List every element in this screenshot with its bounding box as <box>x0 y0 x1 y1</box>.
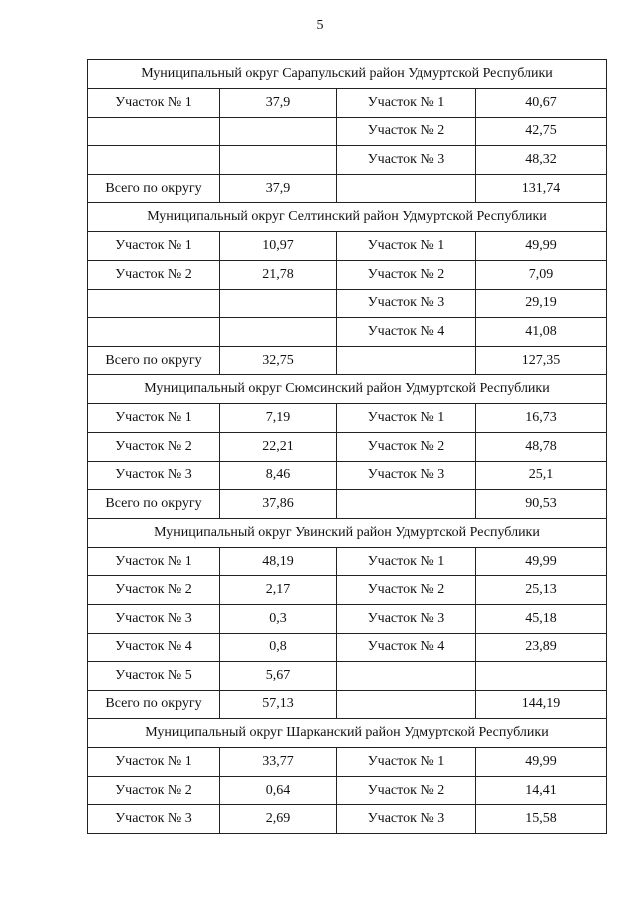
page-number: 5 <box>316 18 324 33</box>
settlement-plot-value: 29,19 <box>476 289 607 318</box>
settlement-plot-value: 25,13 <box>476 576 607 605</box>
settlement-plot-name: Участок № 2 <box>337 576 476 605</box>
table-row <box>88 232 607 261</box>
table-row <box>88 748 607 777</box>
settlement-plot-name: Участок № 3 <box>337 146 476 175</box>
table-row <box>88 633 607 662</box>
district-plot-value: 57,13 <box>220 690 337 719</box>
district-plot-name: Участок № 1 <box>88 547 220 576</box>
district-plot-name <box>88 318 220 347</box>
settlement-plot-value: 48,78 <box>476 432 607 461</box>
section-header-row <box>88 375 607 404</box>
section-header-row <box>88 60 607 89</box>
district-plot-value: 10,97 <box>220 232 337 261</box>
table-row <box>88 117 607 146</box>
total-label: Всего по округу <box>88 490 220 519</box>
table-row <box>88 318 607 347</box>
district-plot-value: 21,78 <box>220 260 337 289</box>
settlement-plot-value: 41,08 <box>476 318 607 347</box>
settlement-plot-name <box>337 662 476 691</box>
district-plot-name: Участок № 3 <box>88 805 220 834</box>
settlement-plot-name: Участок № 3 <box>337 805 476 834</box>
district-plot-value <box>220 146 337 175</box>
settlement-plot-name: Участок № 2 <box>337 432 476 461</box>
settlement-plot-name: Участок № 1 <box>337 748 476 777</box>
district-plot-name: Участок № 2 <box>88 432 220 461</box>
district-plot-value: 37,86 <box>220 490 337 519</box>
settlement-plot-value: 144,19 <box>476 690 607 719</box>
settlement-plot-name: Участок № 3 <box>337 289 476 318</box>
table-row <box>88 576 607 605</box>
district-plot-name: Участок № 2 <box>88 260 220 289</box>
district-plot-value: 37,9 <box>220 174 337 203</box>
district-plot-value: 5,67 <box>220 662 337 691</box>
settlement-plot-value: 90,53 <box>476 490 607 519</box>
total-row <box>88 346 607 375</box>
settlement-plot-name: Участок № 1 <box>337 89 476 118</box>
district-plot-value: 48,19 <box>220 547 337 576</box>
section-header-row <box>88 518 607 547</box>
section-title: Муниципальный округ Сюмсинский район Удмуртской Республики <box>88 375 607 404</box>
table-row <box>88 289 607 318</box>
settlement-plot-name <box>337 490 476 519</box>
settlement-plot-value: 42,75 <box>476 117 607 146</box>
district-plot-name: Участок № 3 <box>88 604 220 633</box>
table-row <box>88 404 607 433</box>
total-label: Всего по округу <box>88 174 220 203</box>
total-row <box>88 690 607 719</box>
settlement-plot-name: Участок № 2 <box>337 776 476 805</box>
district-plot-value: 32,75 <box>220 346 337 375</box>
district-plot-name: Участок № 1 <box>88 404 220 433</box>
district-plot-value <box>220 318 337 347</box>
district-plot-value: 2,17 <box>220 576 337 605</box>
settlement-plot-name: Участок № 3 <box>337 461 476 490</box>
table-row <box>88 432 607 461</box>
district-plot-name <box>88 117 220 146</box>
settlement-plot-name <box>337 346 476 375</box>
section-header-row <box>88 203 607 232</box>
district-plot-name: Участок № 5 <box>88 662 220 691</box>
section-title: Муниципальный округ Шарканский район Удмуртской Республики <box>88 719 607 748</box>
settlement-plot-value: 40,67 <box>476 89 607 118</box>
district-plot-value: 0,64 <box>220 776 337 805</box>
district-plot-value: 22,21 <box>220 432 337 461</box>
settlement-plot-value: 49,99 <box>476 748 607 777</box>
settlement-plot-name: Участок № 2 <box>337 260 476 289</box>
total-row <box>88 490 607 519</box>
table-row <box>88 461 607 490</box>
settlement-plot-name: Участок № 3 <box>337 604 476 633</box>
regions-table <box>87 59 607 834</box>
table-row <box>88 89 607 118</box>
district-plot-name: Участок № 4 <box>88 633 220 662</box>
settlement-plot-value: 48,32 <box>476 146 607 175</box>
settlement-plot-name: Участок № 1 <box>337 232 476 261</box>
settlement-plot-value: 15,58 <box>476 805 607 834</box>
district-plot-name: Участок № 2 <box>88 576 220 605</box>
district-plot-value: 0,3 <box>220 604 337 633</box>
district-plot-value: 37,9 <box>220 89 337 118</box>
table-row <box>88 604 607 633</box>
total-label: Всего по округу <box>88 690 220 719</box>
settlement-plot-value: 16,73 <box>476 404 607 433</box>
settlement-plot-value: 14,41 <box>476 776 607 805</box>
settlement-plot-value: 45,18 <box>476 604 607 633</box>
section-header-row <box>88 719 607 748</box>
district-plot-name: Участок № 1 <box>88 748 220 777</box>
settlement-plot-value: 25,1 <box>476 461 607 490</box>
settlement-plot-value: 7,09 <box>476 260 607 289</box>
section-title: Муниципальный округ Селтинский район Удмуртской Республики <box>88 203 607 232</box>
district-plot-value: 0,8 <box>220 633 337 662</box>
settlement-plot-name: Участок № 1 <box>337 404 476 433</box>
settlement-plot-name: Участок № 1 <box>337 547 476 576</box>
section-title: Муниципальный округ Сарапульский район Удмуртской Республики <box>88 60 607 89</box>
regions-table-body <box>88 60 607 834</box>
settlement-plot-value: 127,35 <box>476 346 607 375</box>
settlement-plot-value: 23,89 <box>476 633 607 662</box>
district-plot-value: 8,46 <box>220 461 337 490</box>
district-plot-value: 7,19 <box>220 404 337 433</box>
district-plot-value: 2,69 <box>220 805 337 834</box>
settlement-plot-name <box>337 174 476 203</box>
settlement-plot-name: Участок № 4 <box>337 633 476 662</box>
district-plot-value <box>220 289 337 318</box>
table-row <box>88 547 607 576</box>
district-plot-name: Участок № 3 <box>88 461 220 490</box>
table-row <box>88 805 607 834</box>
table-row <box>88 146 607 175</box>
table-row <box>88 776 607 805</box>
district-plot-value: 33,77 <box>220 748 337 777</box>
settlement-plot-name: Участок № 4 <box>337 318 476 347</box>
total-label: Всего по округу <box>88 346 220 375</box>
total-row <box>88 174 607 203</box>
district-plot-name <box>88 289 220 318</box>
section-title: Муниципальный округ Увинский район Удмуртской Республики <box>88 518 607 547</box>
district-plot-value <box>220 117 337 146</box>
district-plot-name <box>88 146 220 175</box>
table-row <box>88 260 607 289</box>
settlement-plot-value: 49,99 <box>476 232 607 261</box>
settlement-plot-value: 131,74 <box>476 174 607 203</box>
table-row <box>88 662 607 691</box>
settlement-plot-name: Участок № 2 <box>337 117 476 146</box>
settlement-plot-name <box>337 690 476 719</box>
district-plot-name: Участок № 2 <box>88 776 220 805</box>
district-plot-name: Участок № 1 <box>88 89 220 118</box>
district-plot-name: Участок № 1 <box>88 232 220 261</box>
settlement-plot-value: 49,99 <box>476 547 607 576</box>
settlement-plot-value <box>476 662 607 691</box>
